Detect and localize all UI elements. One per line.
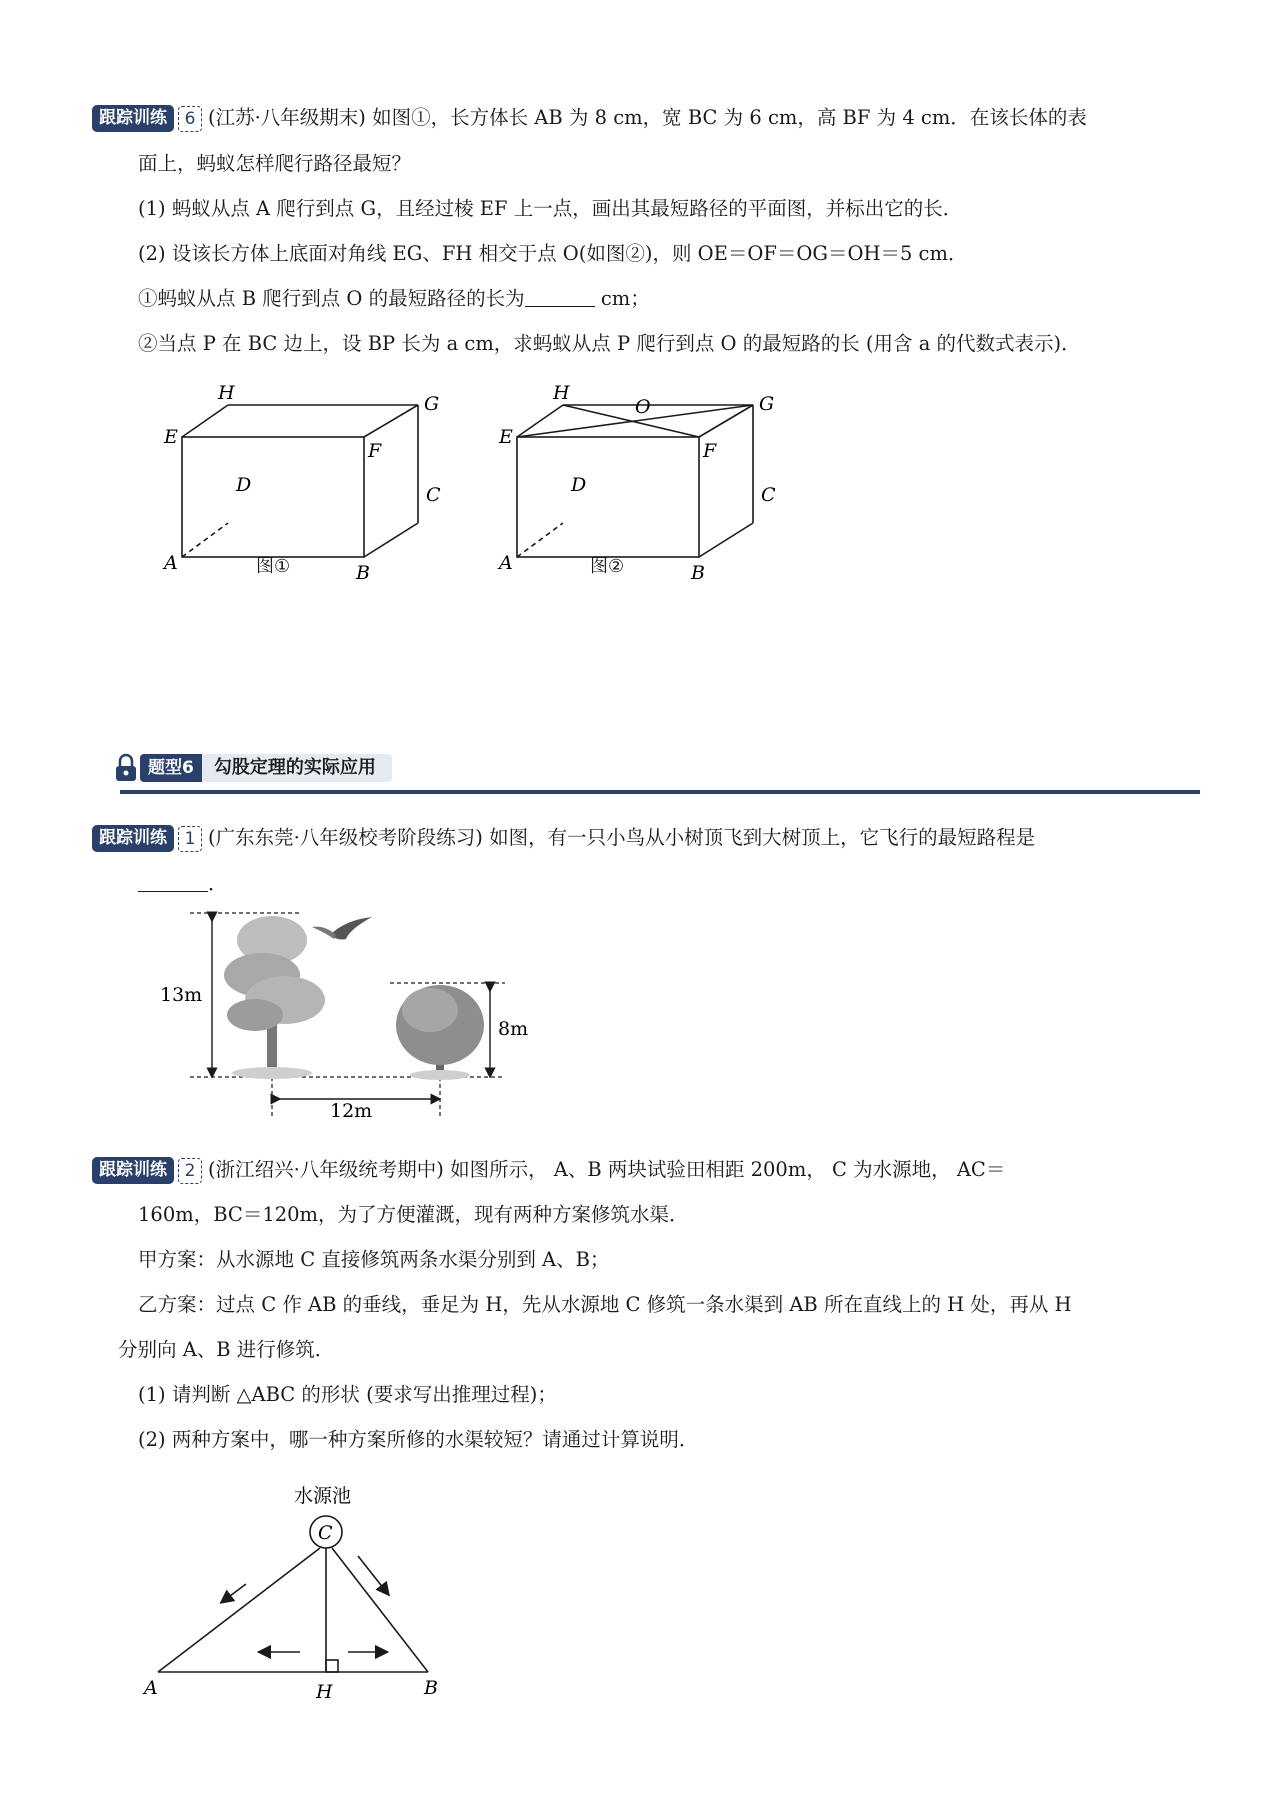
q2-line4: 乙方案：过点 C 作 AB 的垂线，垂足为 H，先从水源地 C 修筑一条水渠到 AB 所在直线上的 H 处，再从 H (138, 1293, 1072, 1316)
q1-text-line1: (广东东莞·八年级校考阶段练习) 如图，有一只小鸟从小树顶飞到大树顶上，它飞行的最短路程是 (208, 826, 1036, 849)
fig2-label-c: C (761, 484, 776, 506)
fig2-label-e: E (499, 426, 513, 448)
q6-line4: (2) 设该长方体上底面对角线 EG、FH 相交于点 O(如图②)，则 OE＝OF＝OG＝OH＝5 cm． (138, 242, 968, 265)
fig2-caption: 图② (590, 556, 625, 577)
fig2-front-face (517, 437, 699, 557)
q6-line2: 面上，蚂蚁怎样爬行路径最短？ (138, 152, 412, 175)
q1-number: 1 (178, 826, 202, 852)
fig2-label-o: O (635, 396, 651, 418)
figure-trees (150, 905, 550, 1125)
q2-number: 2 (178, 1158, 202, 1184)
label-12m: 12m (330, 1100, 373, 1122)
fig2-label-g: G (759, 393, 775, 415)
point-h-label: H (316, 1681, 333, 1700)
q6-line5-pre: ①蚂蚁从点 B 爬行到点 O 的最短路径的长为 (138, 287, 525, 310)
fig1-label-e: E (164, 426, 178, 448)
section-divider (120, 790, 1200, 794)
label-8m: 8m (498, 1018, 529, 1040)
label-13m: 13m (160, 984, 203, 1006)
q2-line6: (1) 请判断 △ABC 的形状 (要求写出推理过程)； (138, 1383, 557, 1406)
fig1-front-face (182, 437, 364, 557)
q2-line3: 甲方案：从水源地 C 直接修筑两条水渠分别到 A、B； (138, 1248, 610, 1271)
section-title: 勾股定理的实际应用 (202, 754, 392, 782)
fig1-caption: 图① (256, 556, 291, 577)
section-header (140, 753, 460, 783)
q6-text-line1: (江苏·八年级期末) 如图①，长方体长 AB 为 8 cm，宽 BC 为 6 cm，高 BF 为 4 cm．在该长体的表 (208, 106, 1087, 129)
q6-line5-post: cm； (600, 287, 650, 310)
fig2-label-f: F (703, 440, 717, 462)
large-tree (224, 916, 325, 1079)
point-b-label: B (424, 1677, 438, 1699)
water-source-label: 水源池 (294, 1485, 352, 1507)
q6-number: 6 (178, 106, 202, 132)
q2-line1 (92, 1156, 1005, 1184)
fig2-label-d: D (571, 474, 587, 496)
q2-line2: 160m，BC＝120m，为了方便灌溉，现有两种方案修筑水渠． (138, 1203, 689, 1226)
figure-2-cuboid (495, 385, 795, 585)
figure-1-cuboid (160, 385, 460, 585)
fig1-label-h: H (218, 385, 235, 404)
fig1-label-f: F (368, 440, 382, 462)
q2-text-line1: (浙江绍兴·八年级统考期中) 如图所示， A、B 两块试验田相距 200m， C 为水源地， AC＝ (208, 1158, 1006, 1181)
q2-line7: (2) 两种方案中，哪一种方案所修的水渠较短？请通过计算说明． (138, 1428, 699, 1451)
q6-line5 (138, 285, 650, 313)
q6-badge: 跟踪训练 (92, 105, 174, 132)
bird-icon (312, 917, 372, 940)
q1-badge: 跟踪训练 (92, 825, 174, 852)
q1-answer-blank[interactable] (138, 871, 208, 892)
fig1-label-a: A (164, 552, 178, 574)
q6-line6: ②当点 P 在 BC 边上，设 BP 长为 a cm，求蚂蚁从点 P 爬行到点 O 的最短路的长 (用含 a 的代数式表示)． (138, 332, 1081, 355)
point-c-label: C (318, 1522, 333, 1544)
q6-line1 (92, 104, 1087, 132)
q2-line5: 分别向 A、B 进行修筑． (118, 1338, 335, 1361)
lock-icon (112, 752, 140, 784)
fig2-label-a: A (499, 552, 513, 574)
figure-triangle-canal (130, 1470, 480, 1700)
fig2-label-b: B (691, 562, 705, 584)
diagonal-fh (563, 405, 699, 437)
answer-blank[interactable] (525, 286, 595, 307)
fig1-label-g: G (424, 393, 440, 415)
fig1-label-d: D (236, 474, 252, 496)
fig2-label-h: H (553, 385, 570, 404)
section-tag: 题型6 (140, 754, 202, 782)
q1-line2-post: ． (208, 872, 228, 895)
small-tree (396, 985, 484, 1080)
fig1-label-c: C (426, 484, 441, 506)
q2-badge: 跟踪训练 (92, 1157, 174, 1184)
fig1-label-b: B (356, 562, 370, 584)
q1-line2 (138, 870, 228, 898)
q6-line3: (1) 蚂蚁从点 A 爬行到点 G，且经过棱 EF 上一点，画出其最短路径的平面图，并标出它的长． (138, 197, 963, 220)
q1-line1 (92, 824, 1035, 852)
point-a-label: A (144, 1677, 158, 1699)
